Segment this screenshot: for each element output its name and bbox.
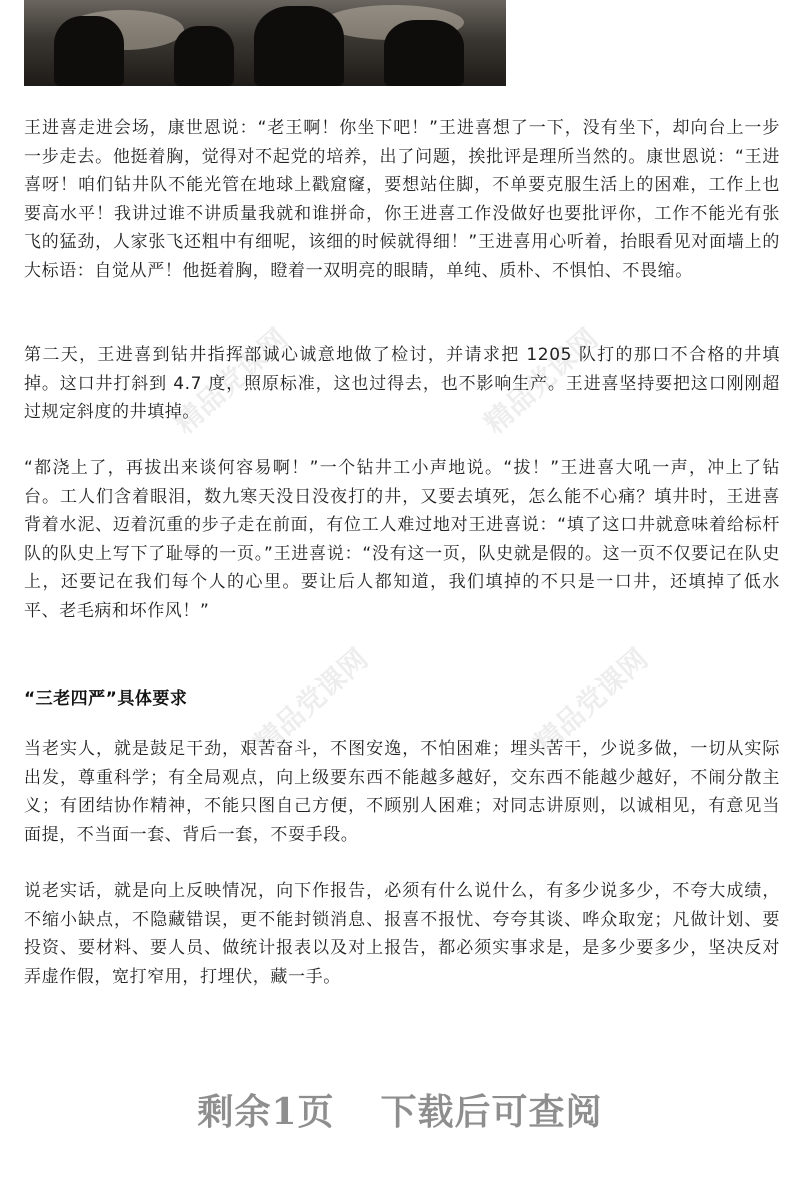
watermark: 精品党课网 (167, 322, 295, 441)
remaining-pages-label: 剩余1页 (197, 1091, 335, 1133)
watermark: 精品党课网 (527, 642, 655, 761)
download-action-label: 下载后可查阅 (380, 1091, 603, 1133)
watermark: 精品党课网 (247, 642, 375, 761)
watermark: 精品党课网 (477, 322, 605, 441)
header-illustration (24, 0, 506, 86)
paragraph: 第二天，王进喜到钻井指挥部诚心诚意地做了检讨，并请求把 1205 队打的那口不合格的井填掉。这口井打斜到 4.7 度，照原标准，这也过得去，也不影响生产。王进喜坚持要把这口刚刚超过规定斜度的井填掉。 (24, 345, 780, 423)
paragraph: 当老实人，就是鼓足干劲，艰苦奋斗，不图安逸，不怕困难；埋头苦干，少说多做，一切从实际出发，尊重科学；有全局观点，向上级要东西不能越多越好，交东西不能越少越好，不闹分散主义；有团结协作精神，不能只图自己方便，不顾别人困难；对同志讲原则，以诚相见，有意见当面提，不当面一套、背后一套，不耍手段。 (24, 739, 780, 845)
section-heading: “三老四严”具体要求 (24, 689, 188, 709)
download-to-read-button[interactable] (0, 1084, 800, 1140)
paragraph: “都浇上了，再拔出来谈何容易啊！”一个钻井工小声地说。“拔！”王进喜大吼一声，冲上了钻台。工人们含着眼泪，数九寒天没日没夜打的井，又要去填死，怎么能不心痛？填井时，王进喜背着水泥、迈着沉重的步子走在前面，有位工人难过地对王进喜说：“填了这口井就意味着给标杆队的队史上写下了耻辱的一页。”王进喜说：“没有这一页，队史就是假的。这一页不仅要记在队史上，还要记在我们每个人的心里。要让后人都知道，我们填掉的不只是一口井，还填掉了低水平、老毛病和坏作风！” (24, 458, 780, 621)
paragraph: 说老实话，就是向上反映情况，向下作报告，必须有什么说什么，有多少说多少，不夸大成绩，不缩小缺点，不隐藏错误，更不能封锁消息、报喜不报忧、夸夸其谈、哗众取宠；凡做计划、要投资、要材料、要人员、做统计报表以及对上报告，都必须实事求是，是多少要多少，坚决反对弄虚作假，宽打窄用，打埋伏，藏一手。 (24, 881, 780, 987)
paragraph: 王进喜走进会场，康世恩说：“老王啊！你坐下吧！”王进喜想了一下，没有坐下，却向台上一步一步走去。他挺着胸，觉得对不起党的培养，出了问题，挨批评是理所当然的。康世恩说：“王进喜呀！咱们钻井队不能光管在地球上戳窟窿，要想站住脚，不单要克服生活上的困难，工作上也要高水平！我讲过谁不讲质量我就和谁拼命，你王进喜工作没做好也要批评你，工作不能光有张飞的猛劲，人家张飞还粗中有细呢，该细的时候就得细！”王进喜用心听着，抬眼看见对面墙上的大标语：自觉从严！他挺着胸，瞪着一双明亮的眼睛，单纯、质朴、不惧怕、不畏缩。 (24, 118, 780, 281)
